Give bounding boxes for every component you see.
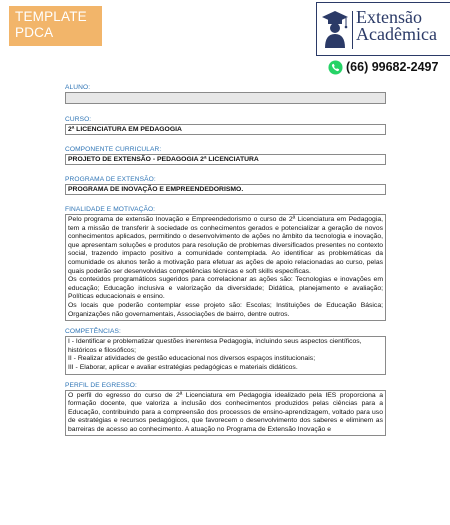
logo-text-line-1: Extensão [356,7,422,27]
programa-extensao-label: PROGRAMA DE EXTENSÃO: [65,176,156,183]
finalidade-paragraph: Pelo programa de extensão Inovação e Empreendedorismo o curso de 2ª Licenciatura em Pedagogia, tem a missão de transferir à sociedade os conhecimentos gerados e potencializar a geração de novos conhecimentos aplicados, permitindo o desenvolvimento de ações no âmbito da tecnologia e inovação, que apresentam soluções e produtos para resolução de problemas diversificados presentes no contexto social, trazendo impacto positivo a comunidade contemplada. Ao identificar as problemáticas da comunidade os alunos terão a motivação para efetuar as ações de apoio relacionadas ao curso, pelas quais poderão ser desenvolvidas competências técnicas e soft skills específicas. [68,216,383,275]
pdca-form [65,84,386,436]
badge-line-1: TEMPLATE [15,9,87,24]
componente-curricular-label: COMPONENTE CURRICULAR: [65,146,162,153]
phone-contact [328,58,438,76]
curso-field[interactable]: 2ª LICENCIATURA EM PEDAGOGIA [65,124,386,135]
logo-text [356,9,437,43]
perfil-egresso-text: O perfil do egresso do curso de 2ª Licenciatura em Pedagogia idealizado pela IES proporciona a formação docente, que valoriza a inclusão dos conhecimentos produzidos pelas ciências para a Educação, contribuindo para a compreensão dos processos de ensino-aprendizagem, voltado para uso de estratégias e recursos pedagógicos, que favorecem o desenvolvimento dos saberes e eliminem as barreiras de acesso ao conhecimento. A atuação no Programa de Extensão Inovação e [68,391,383,433]
perfil-egresso-field[interactable] [65,390,386,437]
logo-divider [352,11,353,49]
whatsapp-icon [328,60,343,75]
aluno-field[interactable] [65,92,386,104]
graduation-cap-person-icon [321,9,349,49]
finalidade-paragraph: Os conteúdos programáticos sugeridos para correlacionar as ações são: Tecnologias e inovações em educação; Educação inclusiva e valorização da diversidade; Didática, planejamento e avaliação; Políticas educacionais e ensino. [68,276,383,301]
extensao-academica-logo [316,2,450,56]
competencia-item: II - Realizar atividades de gestão educacional nos diversos espaços institucionais; [68,355,316,363]
competencia-item: I - Identificar e problematizar questões inerentesa Pedagogia, incluindo seus aspectos científicos, históricos e filosóficos; [68,338,362,354]
competencia-item: III - Elaborar, aplicar e avaliar estratégias pedagógicas e materiais didáticos. [68,363,298,371]
template-pdca-badge [9,6,102,46]
badge-line-2: PDCA [15,25,54,40]
finalidade-motivacao-field[interactable] [65,214,386,321]
curso-label: CURSO: [65,116,92,123]
perfil-egresso-label: PERFIL DE EGRESSO: [65,381,137,389]
programa-extensao-field[interactable]: PROGRAMA DE INOVAÇÃO E EMPREENDEDORISMO. [65,184,386,195]
competencias-label: COMPETÊNCIAS: [65,328,121,336]
aluno-label: ALUNO: [65,84,91,91]
finalidade-paragraph: Os locais que poderão contemplar esse projeto são: Escolas; Instituições de Educação Básica; Organizações não governamentais, Associações de bairro, dentre outros. [68,301,383,318]
componente-curricular-field[interactable]: PROJETO DE EXTENSÃO - PEDAGOGIA 2ª LICENCIATURA [65,154,386,165]
phone-number: (66) 99682-2497 [346,60,439,74]
competencias-field[interactable] [65,336,386,374]
logo-text-line-2: Acadêmica [356,24,437,44]
finalidade-motivacao-label: FINALIDADE E MOTIVAÇÃO: [65,206,156,213]
